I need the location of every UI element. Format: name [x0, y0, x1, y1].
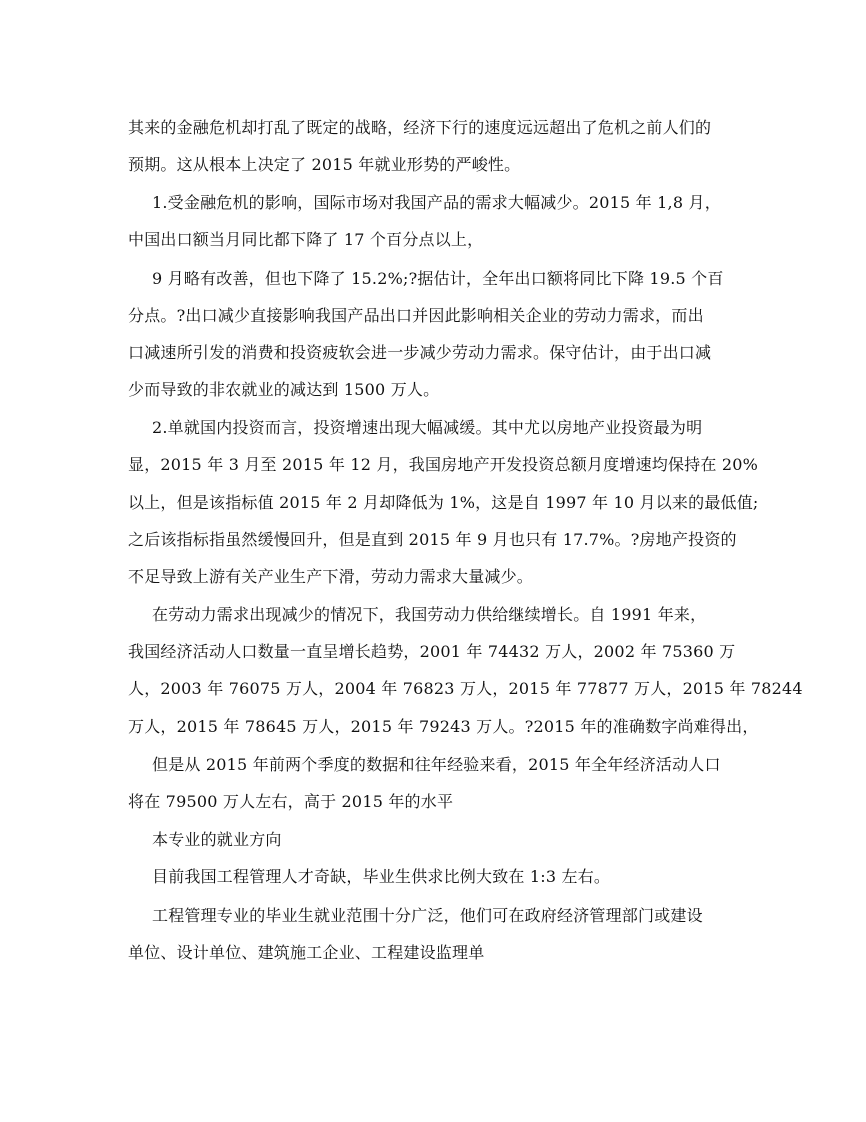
text-line: 我国经济活动人口数量一直呈增长趋势，2001 年 74432 万人，2002 年 75360 万	[128, 642, 736, 661]
text-line: 但是从 2015 年前两个季度的数据和往年经验来看，2015 年全年经济活动人口	[152, 755, 721, 774]
text-line: 工程管理专业的毕业生就业范围十分广泛，他们可在政府经济管理部门或建设	[152, 906, 703, 925]
text-line: 在劳动力需求出现减少的情况下，我国劳动力供给继续增长。自 1991 年来，	[152, 605, 707, 624]
text-line: 少而导致的非农就业的减达到 1500 万人。	[128, 380, 440, 399]
text-line: 单位、设计单位、建筑施工企业、工程建设监理单	[128, 943, 485, 962]
text-line: 显，2015 年 3 月至 2015 年 12 月，我国房地产开发投资总额月度增速均保持在 20%	[128, 455, 759, 474]
text-line: 将在 79500 万人左右，高于 2015 年的水平	[128, 792, 454, 811]
text-line: 之后该指标指虽然缓慢回升，但是直到 2015 年 9 月也只有 17.7%。?房地产投资的	[128, 530, 737, 549]
text-line: 口减速所引发的消费和投资疲软会进一步减少劳动力需求。保守估计，由于出口减	[128, 343, 712, 362]
text-line: 1.受金融危机的影响，国际市场对我国产品的需求大幅减少。2015 年 1,8 月，	[152, 193, 721, 212]
text-line: 分点。?出口减少直接影响我国产品出口并因此影响相关企业的劳动力需求，而出	[128, 306, 704, 325]
text-line: 2.单就国内投资而言，投资增速出现大幅减缓。其中尤以房地产业投资最为明	[152, 418, 703, 437]
text-line: 目前我国工程管理人才奇缺，毕业生供求比例大致在 1:3 左右。	[152, 867, 611, 886]
section-heading: 本专业的就业方向	[152, 830, 282, 849]
text-line: 中国出口额当月同比都下降了 17 个百分点以上，	[128, 230, 484, 249]
text-line: 其来的金融危机却打乱了既定的战略，经济下行的速度远远超出了危机之前人们的	[128, 118, 712, 137]
text-line: 人，2003 年 76075 万人，2004 年 76823 万人，2015 年 77877 万人，2015 年 78244	[128, 679, 803, 698]
text-line: 万人，2015 年 78645 万人，2015 年 79243 万人。?2015 年的准确数字尚难得出，	[128, 717, 759, 736]
text-line: 以上，但是该指标值 2015 年 2 月却降低为 1%，这是自 1997 年 10 月以来的最低值;	[128, 493, 759, 512]
text-line: 预期。这从根本上决定了 2015 年就业形势的严峻性。	[128, 155, 521, 174]
text-line: 9 月略有改善，但也下降了 15.2%;?据估计，全年出口额将同比下降 19.5 个百	[152, 269, 724, 288]
text-line: 不足导致上游有关产业生产下滑，劳动力需求大量减少。	[128, 567, 534, 586]
